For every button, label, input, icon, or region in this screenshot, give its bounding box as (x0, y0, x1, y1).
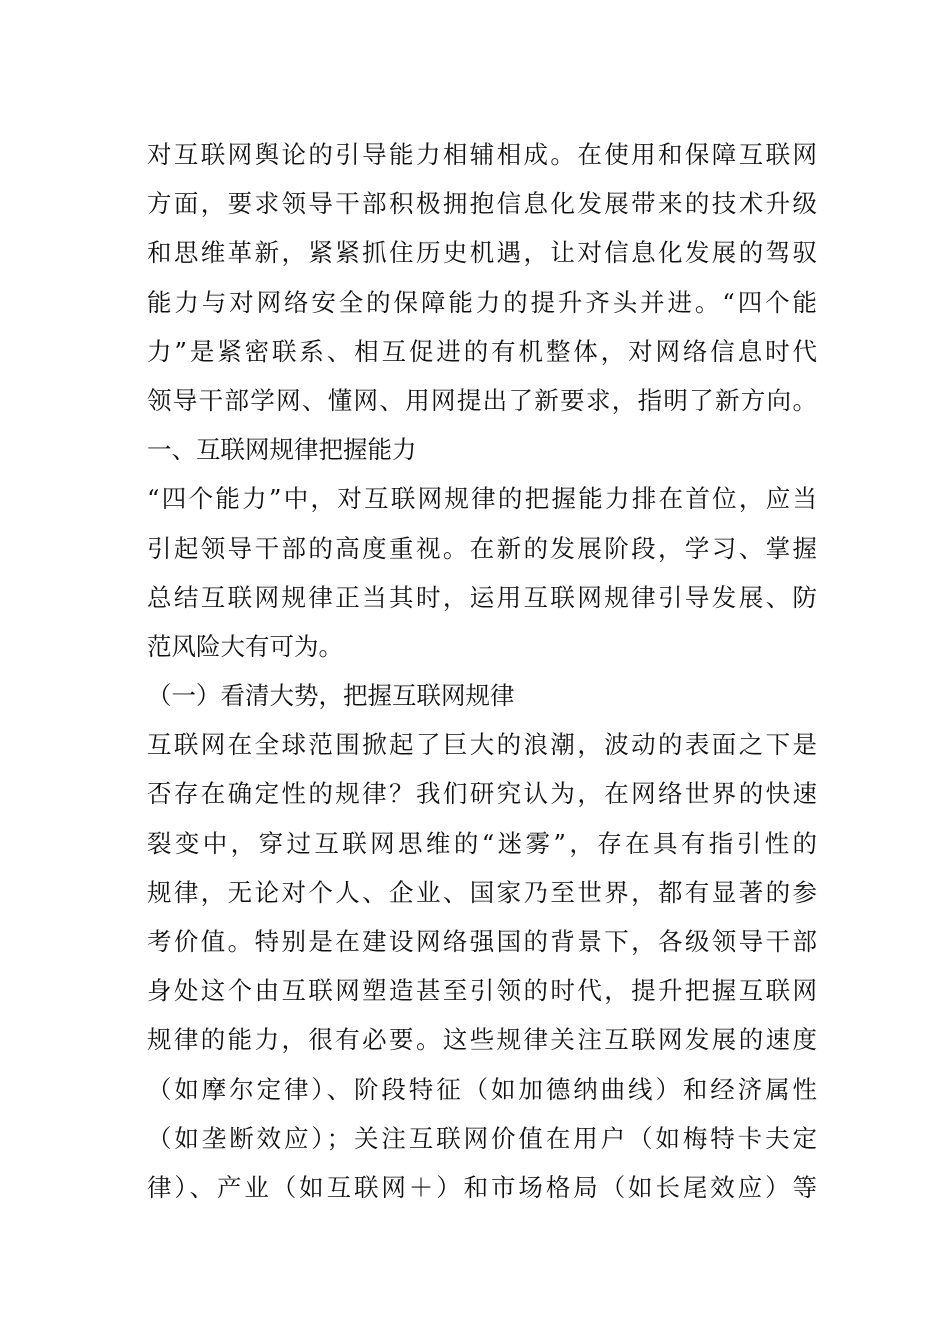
text-line: 领导干部学网、懂网、用网提出了新要求，指明了新方向。 (147, 385, 817, 415)
text-line: 身处这个由互联网塑造甚至引领的时代，提升把握互联网 (147, 976, 817, 1006)
text-line: 否存在确定性的规律？我们研究认为，在网络世界的快速 (147, 779, 817, 809)
text-line: 互联网在全球范围掀起了巨大的浪潮，波动的表面之下是 (147, 730, 817, 760)
text-line: 引起领导干部的高度重视。在新的发展阶段，学习、掌握 (147, 533, 817, 563)
text-line: 范风险大有可为。 (147, 631, 343, 661)
text-line: （如摩尔定律）、阶段特征（如加德纳曲线）和经济属性 (147, 1074, 817, 1104)
text-line: 方面，要求领导干部积极拥抱信息化发展带来的技术升级 (147, 189, 817, 219)
text-line: 规律，无论对个人、企业、国家乃至世界，都有显著的参 (147, 877, 817, 907)
text-line: 规律的能力，很有必要。这些规律关注互联网发展的速度 (147, 1025, 817, 1055)
document-body (147, 130, 817, 1212)
text-line: 裂变中，穿过互联网思维的“迷雾”，存在具有指引性的 (147, 828, 817, 858)
text-line: 和思维革新，紧紧抓住历史机遇，让对信息化发展的驾驭 (147, 238, 817, 268)
text-line: 能力与对网络安全的保障能力的提升齐头并进。“四个能 (147, 287, 817, 317)
text-line: （如垄断效应）；关注互联网价值在用户（如梅特卡夫定 (147, 1123, 817, 1153)
text-line: 总结互联网规律正当其时，运用互联网规律引导发展、防 (147, 582, 817, 612)
text-line: “四个能力”中，对互联网规律的把握能力排在首位，应当 (147, 484, 817, 514)
text-line: 考价值。特别是在建设网络强国的背景下，各级领导干部 (147, 927, 817, 956)
section-heading: 一、互联网规律把握能力 (147, 435, 417, 465)
text-line: 力”是紧密联系、相互促进的有机整体，对网络信息时代 (147, 336, 817, 366)
text-line: 律）、产业（如互联网＋）和市场格局（如长尾效应）等 (147, 1172, 817, 1202)
subsection-heading: （一）看清大势，把握互联网规律 (147, 681, 515, 711)
text-line: 对互联网舆论的引导能力相辅相成。在使用和保障互联网 (147, 140, 817, 169)
